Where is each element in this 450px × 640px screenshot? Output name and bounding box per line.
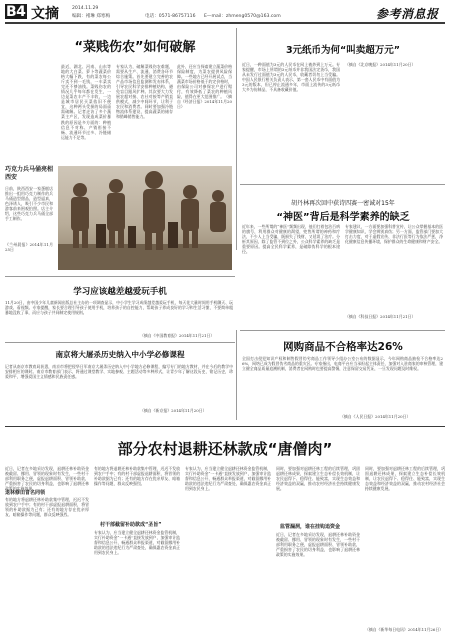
cabbage-col1: 最近，湖北、河南、山东等地的大白菜、萝卜等蔬菜价格大幅下跌，有的菜农每公斤卖不到一毛钱，一车菜卖完还不够油钱。菜贱伤农的情况几乎每年都在发生，一边是菜农丰产不丰收，一边是城市居民买菜依旧不便宜，这种两头受损的局面亟需破解。记者走访了多个蔬菜主产区，发现造成菜价暴跌的原因是多方面的：种植信息不对称、产销衔接不畅、流通环节过多、冷链储运能力不足等。 (61, 64, 111, 140)
land-col2: 有的地方将退耕还林补助款集中管理，迟迟不发放到农户手中；有的村干部虚报退耕面积，将冒领的补助款据为己有；还有的地方存在优亲厚友、暗箱操作等问题，群众反映强烈。 (94, 466, 180, 487)
headline-fortune-kicker: 胡丹林再次回中获诗四赛一密诚对15年 (291, 200, 395, 207)
email-line: E—mail：zhmeng0570@163.com (204, 14, 281, 19)
issue-date: 2014.11.29 (72, 6, 99, 11)
section-name: 文摘 (31, 6, 59, 22)
toys-rule (5, 276, 235, 277)
headline-paper-money: 3元纸币为何“叫卖超万元” (285, 45, 401, 56)
land-col2b: 专家认为，应当建立健全退耕还林资金监管机制，实行补助资金“一卡通”直接发放到户，加强审计监督和信息公开，畅通群众举报渠道，对截留挪用补助款的违法违纪行为严肃查处，确保惠农资金真正用到农民身上。 (94, 530, 180, 556)
land-col4: 同时，要加强对退耕还林工程的后续管理，巩固退耕还林成果，探索建立生态补偿长效机制，让农民退得下、稳得住、能致富，实现生态效益和经济效益的双赢，推动农村经济社会持续健康发展。 (276, 466, 360, 492)
headline-toys: 学习应该越差越爱玩手机 (73, 287, 167, 297)
land-source: （摘自《新华每日电讯》2014年11月26日） (365, 627, 444, 632)
phone-line: 电话：0571-86757116 (145, 14, 196, 19)
toys-source: （摘自《中国教育报》2014年11月21日） (140, 333, 215, 338)
col-divider-mid (236, 330, 237, 420)
masthead (0, 0, 450, 22)
cabbage-col3: 此外，还应当探索建立蔬菜价格保险制度，为菜农提供风险保障。一些地方已经开展试点，当蔬菜市场价格低于约定价格时，由保险公司对参保农户进行赔付，有效降低了菜农的种植风险，值得在更大范围推广。（摘自《经济日报》2014年11月20日） (177, 64, 232, 110)
fortune-col1: 近年来，一些所谓的“神医”频频出现，他们打着包治百病的旗号，利用群众对健康的渴望，兜售所谓的神药和疗法，不少人上当受骗，既损失了钱财，又延误了治疗。分析其原因，除了监管不到位之外，公众科学素养的缺乏是重要原因。提高全民科学素养，是破除伪科学的根本途径。 (242, 224, 340, 255)
paper-money-body: 近日，一种面值为3元的人民币在网上被炒到上万元。专家提醒，市场上所谓的3元纸币并非我国法定货币，我国从未发行过面值为3元的人民币，收藏者切勿上当受骗。中国人民银行相关负责人表示，第一套人民币中有面值为3元的版本，但已停止流通多年，市面上流传的3元纸币大多为仿制品，不具备收藏价值。 (242, 62, 340, 93)
cartoon-title: 巧克力兵马俑亮相西安 (5, 166, 54, 181)
page-code: B4 (6, 4, 26, 20)
toys-body: 11月20日，由中国少年儿童新闻出版总社主办的一项调查显示，中小学生学习成绩越差越爱玩手机，每天花大量时间用手机聊天、玩游戏、看视频。专家提醒，家长要合理引导孩子使用手机，培养孩子的自控能力，帮助孩子养成良好的学习和生活习惯，不要简单粗暴地没收了事，而应与孩子共同制定使用规则。 (5, 300, 233, 316)
land-col5: 同时，要加强对退耕还林工程的后续管理，巩固退耕还林成果，探索建立生态补偿长效机制，让农民退得下、稳得住、能致富，实现生态效益和经济效益的双赢，推动农村经济社会持续健康发展。 (365, 466, 445, 492)
paper-money-source: （摘自《北京晚报》2014年11月20日） (345, 62, 416, 67)
history-body: 记者从南京市教育局获悉，南京市将把侵华日军南京大屠杀历史纳入中小学地方必修课程，编写专门的地方教材，并在今后的教学中安排相应的课时。南京市教育部门表示，将通过课堂教学、实地参观、主题活动等多种形式，让青少年了解这段历史，铭记历史，珍爱和平，增强爱国主义情感和民族责任感。 (5, 364, 233, 380)
cartoon-box (5, 166, 53, 256)
right-col-divider (236, 28, 237, 250)
warriors-illustration (58, 166, 232, 270)
land-top-rule (5, 426, 445, 427)
terracotta-photo (58, 166, 232, 270)
cabbage-col2: 专家认为，破解菜贱伤农难题，需要从生产、流通、消费各环节综合施策。首先要建立完善的农产品市场信息监测和发布体系，引导农民科学安排种植结构，避免盲目跟风扩种。其次要大力发展农超对接、农社对接等产销直供模式，减少中间环节，让利于农民和消费者。同时要加强冷链物流体系建设，提高蔬菜的储存和错峰销售能力。 (116, 64, 173, 120)
headline-online-shopping: 网购商品不合格率达26% (283, 341, 403, 353)
online-shopping-body: 全国打击侵犯知识产权和制售假冒伪劣商品工作领导小组办公室公布的数据显示，今年网购商品抽检不合格率达26%，网络已成为假冒伪劣商品的重灾区。专家指出，电商平台应当承担起主体责任，加强对入驻商家的审核管理，建立健全商品质量追溯机制，消费者在网购时也要提高警惕，注意保留交易凭证，一旦发现问题及时维权。 (242, 356, 443, 372)
editor-line: 编辑：褚琳 郑寒梅 (72, 14, 111, 19)
fortune-col2: 专家建议，一方面要加强科普宣传，让公众掌握基本的医学健康知识，学会辨别真伪；另一方面，监管部门要加大打击力度，对于虚假宣传、非法行医等行为依法严惩，净化健康信息传播环境，保护群众的生命健康和财产安全。 (345, 224, 443, 245)
land-subhead-1: 退林修田冒名同领 (5, 490, 46, 496)
headline-cabbage: “菜贱伤农”如何破解 (74, 40, 196, 55)
headline-land: 部分农村退耕还林款成“唐僧肉” (117, 440, 333, 458)
history-rule (5, 342, 235, 343)
fortune-source: （摘自《科技日报》2014年11月21日） (345, 314, 416, 319)
fortune-rule (240, 184, 445, 185)
land-col4b: 近日，记者在多地采访发现，退耕还林补助资金被截留、挪用、冒领的现象时有发生，一些村干部利用职务之便，虚报退耕面积、冒领补助款，严重损害了农民的切身利益，也影响了退耕还林政策的实施效果。 (276, 532, 360, 558)
salary-rule (240, 330, 445, 331)
history-source: （摘自《新京报》2014年11月20日） (140, 408, 207, 413)
land-col1b: 有的地方将退耕还林补助款集中管理，迟迟不发放到农户手中；有的村干部虚报退耕面积，将冒领的补助款据为己有；还有的地方存在优亲厚友、暗箱操作等问题，群众反映强烈。 (5, 497, 89, 518)
masthead-rule (5, 22, 445, 24)
online-shopping-source: （摘自《人民日报》2014年11月20日） (340, 414, 411, 419)
land-subhead-2: 村干部截留补助款成“圣旨” (100, 522, 162, 528)
headline-history: 南京将大屠杀历史纳入中小学必修课程 (55, 350, 185, 359)
cartoon-body: 日前，陕西西安一家蛋糕店推出一组用巧克力制作的兵马俑造型甜品，造型逼真，色泽诱人，吸引不少市民和游客前来围观拍照。店主介绍，这些巧克力兵马俑全部手工制作。 (5, 186, 53, 222)
cartoon-source: 《兰州晨报》2014年11月25日 (5, 242, 53, 253)
headline-fortune: “神医”背后是科学素养的缺乏 (276, 212, 410, 223)
land-col1: 近日，记者在多地采访发现，退耕还林补助资金被截留、挪用、冒领的现象时有发生，一些村干部利用职务之便，虚报退耕面积、冒领补助款，严重损害了农民的切身利益，也影响了退耕还林政策的实施效果。 (5, 466, 89, 492)
paper-logo: 参考消息报 (376, 7, 439, 21)
land-subhead-3: 监管漏洞，谁在挂钩追资金 (280, 524, 341, 530)
land-col3: 专家认为，应当建立健全退耕还林资金监管机制，实行补助资金“一卡通”直接发放到户，加强审计监督和信息公开，畅通群众举报渠道，对截留挪用补助款的违法违纪行为严肃查处，确保惠农资金真正用到农民身上。 (185, 466, 271, 492)
